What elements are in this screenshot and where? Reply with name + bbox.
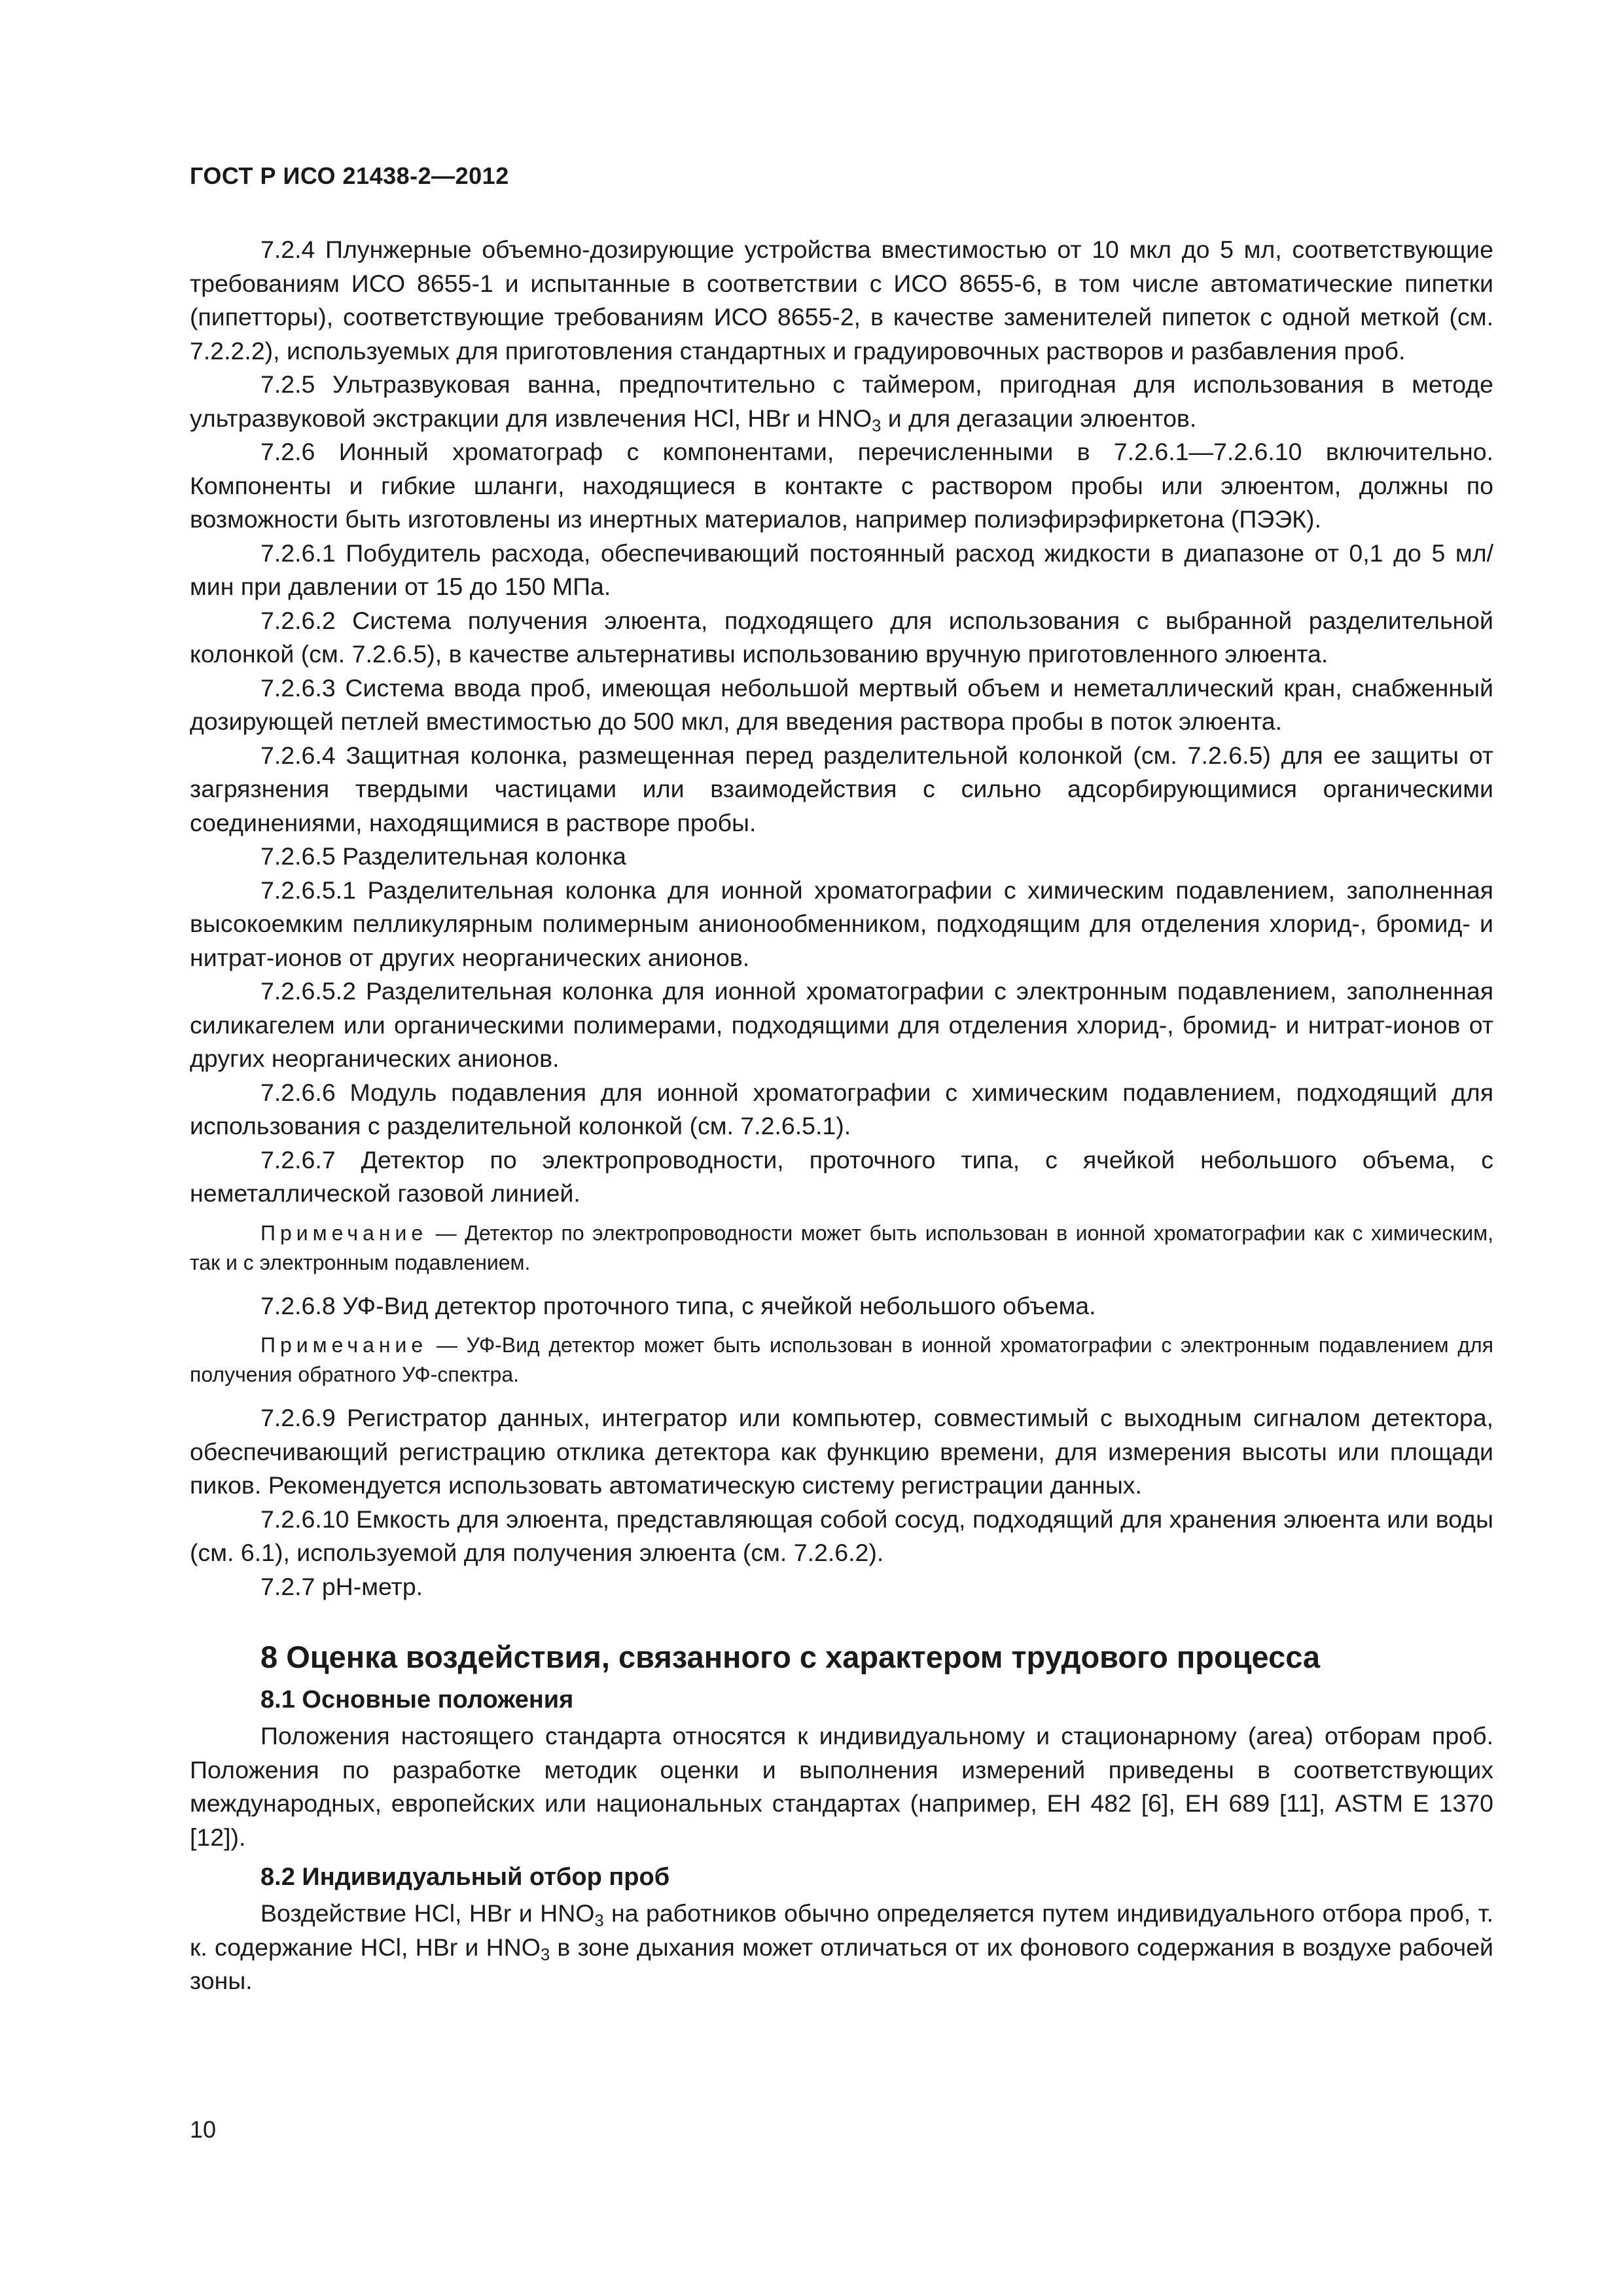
subsection-8-1-heading: 8.1 Основные положения [260, 1686, 574, 1713]
note-1 [190, 1219, 1493, 1278]
paragraph-8-1: Положения настоящего стандарта относятся к индивидуальному и стационарному (area) отборам проб. Положения по разработке методик оценки и выполнения измерений приведены в соответствующих международных, европейских или национальных стандартах (например, ЕН 482 [6], ЕН 689 [11], ASTM E 1370 [12]). [190, 1722, 1493, 1851]
document-body [190, 233, 1493, 1998]
paragraph-7-2-6-4: 7.2.6.4 Защитная колонка, размещенная перед разделительной колонкой (см. 7.2.6.5) для ее защиты от загрязнения твердыми частицами или взаимодействия с сильно адсорбирующимися органическими соединениями, находящимися в растворе пробы. [190, 741, 1493, 836]
note-2-label: Примечание [260, 1333, 428, 1357]
note-2 [190, 1331, 1493, 1390]
paragraph-7-2-6-3: 7.2.6.3 Система ввода проб, имеющая небольшой мертвый объем и неметаллический кран, снабженный дозирующей петлей вместимостью до 500 мкл, для введения раствора пробы в поток элюента. [190, 673, 1493, 735]
paragraph-7-2-5-text-a: 7.2.5 Ультразвуковая ванна, предпочтительно с таймером, пригодная для использования в методе ультразвуковой экстракции для извлечения HCl, HBr и HNO [190, 370, 1493, 432]
document-header: ГОСТ Р ИСО 21438-2—2012 [190, 162, 509, 189]
page-number: 10 [190, 2116, 217, 2143]
subscript-3: 3 [594, 1912, 604, 1931]
paragraph-7-2-5-text-b: и для дегазации элюентов. [881, 404, 1197, 432]
note-2-text: — УФ-Вид детектор может быть использован в ионной хроматографии с электронным подавлением для получения обратного УФ-спектра. [190, 1333, 1493, 1386]
subsection-8-2-heading: 8.2 Индивидуальный отбор проб [260, 1863, 670, 1891]
paragraph-7-2-6-5-2: 7.2.6.5.2 Разделительная колонка для ионной хроматографии с электронным подавлением, заполненная силикагелем или органическими полимерами, подходящими для отделения хлорид-, бромид- и нитрат-ионов от других неорганических анионов. [190, 977, 1493, 1072]
paragraph-7-2-6-7: 7.2.6.7 Детектор по электропроводности, проточного типа, с ячейкой небольшого объема, с неметаллической газовой линией. [190, 1145, 1493, 1207]
subscript-3: 3 [872, 416, 882, 435]
paragraph-7-2-7: 7.2.7 pH-метр. [260, 1572, 423, 1600]
note-1-label: Примечание [260, 1221, 428, 1245]
paragraph-7-2-6-6: 7.2.6.6 Модуль подавления для ионной хроматографии с химическим подавлением, подходящий для использования с разделительной колонкой (см. 7.2.6.5.1). [190, 1078, 1493, 1139]
paragraph-7-2-5 [190, 368, 1493, 435]
paragraph-8-2 [190, 1897, 1493, 1998]
paragraph-7-2-6-2: 7.2.6.2 Система получения элюента, подходящего для использования с выбранной разделительной колонкой (см. 7.2.6.5), в качестве альтернативы использованию вручную приготовленного элюента. [190, 606, 1493, 668]
paragraph-7-2-6-5: 7.2.6.5 Разделительная колонка [260, 842, 626, 870]
subscript-3: 3 [540, 1945, 550, 1964]
paragraph-7-2-6-9: 7.2.6.9 Регистратор данных, интегратор или компьютер, совместимый с выходным сигналом детектора, обеспечивающий регистрацию отклика детектора как функцию времени, для измерения высоты или площади пиков. Рекомендуется использовать автоматическую систему регистрации данных. [190, 1404, 1493, 1499]
paragraph-7-2-4: 7.2.4 Плунжерные объемно-дозирующие устройства вместимостью от 10 мкл до 5 мл, соответствующие требованиям ИСО 8655-1 и испытанные в соответствии с ИСО 8655-6, в том числе автоматические пипетки (пипетторы), соответствующие требованиям ИСО 8655-2, в качестве заменителей пипеток с одной меткой (см. 7.2.2.2), используемых для приготовления стандартных и градуировочных растворов и разбавления проб. [190, 236, 1493, 365]
paragraph-8-2-text-c: в зоне дыхания может отличаться от их фонового содержания в воздухе рабочей зоны. [190, 1933, 1493, 1994]
section-8-heading: 8 Оценка воздействия, связанного с характером трудового процесса [260, 1640, 1321, 1674]
note-1-text: — Детектор по электропроводности может быть использован в ионной хроматографии как с химическим, так и с электронным подавлением. [190, 1221, 1493, 1274]
paragraph-7-2-6: 7.2.6 Ионный хроматограф с компонентами, перечисленными в 7.2.6.1—7.2.6.10 включительно. Компоненты и гибкие шланги, находящиеся в контакте с раствором пробы или элюентом, должны по возможности быть изготовлены из инертных материалов, например полиэфирэфиркетона (ПЭЭК). [190, 438, 1493, 533]
paragraph-7-2-6-8: 7.2.6.8 УФ-Вид детектор проточного типа, с ячейкой небольшого объема. [260, 1291, 1096, 1319]
paragraph-7-2-6-5-1: 7.2.6.5.1 Разделительная колонка для ионной хроматографии с химическим подавлением, заполненная высокоемким пелликулярным полимерным анионообменником, подходящим для отделения хлорид-, бромид- и нитрат-ионов от других неорганических анионов. [190, 876, 1493, 971]
paragraph-7-2-6-10: 7.2.6.10 Емкость для элюента, представляющая собой сосуд, подходящий для хранения элюента или воды (см. 6.1), используемой для получения элюента (см. 7.2.6.2). [190, 1505, 1493, 1566]
paragraph-7-2-6-1: 7.2.6.1 Побудитель расхода, обеспечивающий постоянный расход жидкости в диапазоне от 0,1 до 5 мл/мин при давлении от 15 до 150 МПа. [190, 539, 1493, 600]
paragraph-8-2-text-b: на работников обычно определяется путем индивидуального отбора проб, т. к. содержание HCl, HBr и HNO [190, 1899, 1493, 1961]
paragraph-8-2-text-a: Воздействие HCl, HBr и HNO [260, 1899, 595, 1927]
